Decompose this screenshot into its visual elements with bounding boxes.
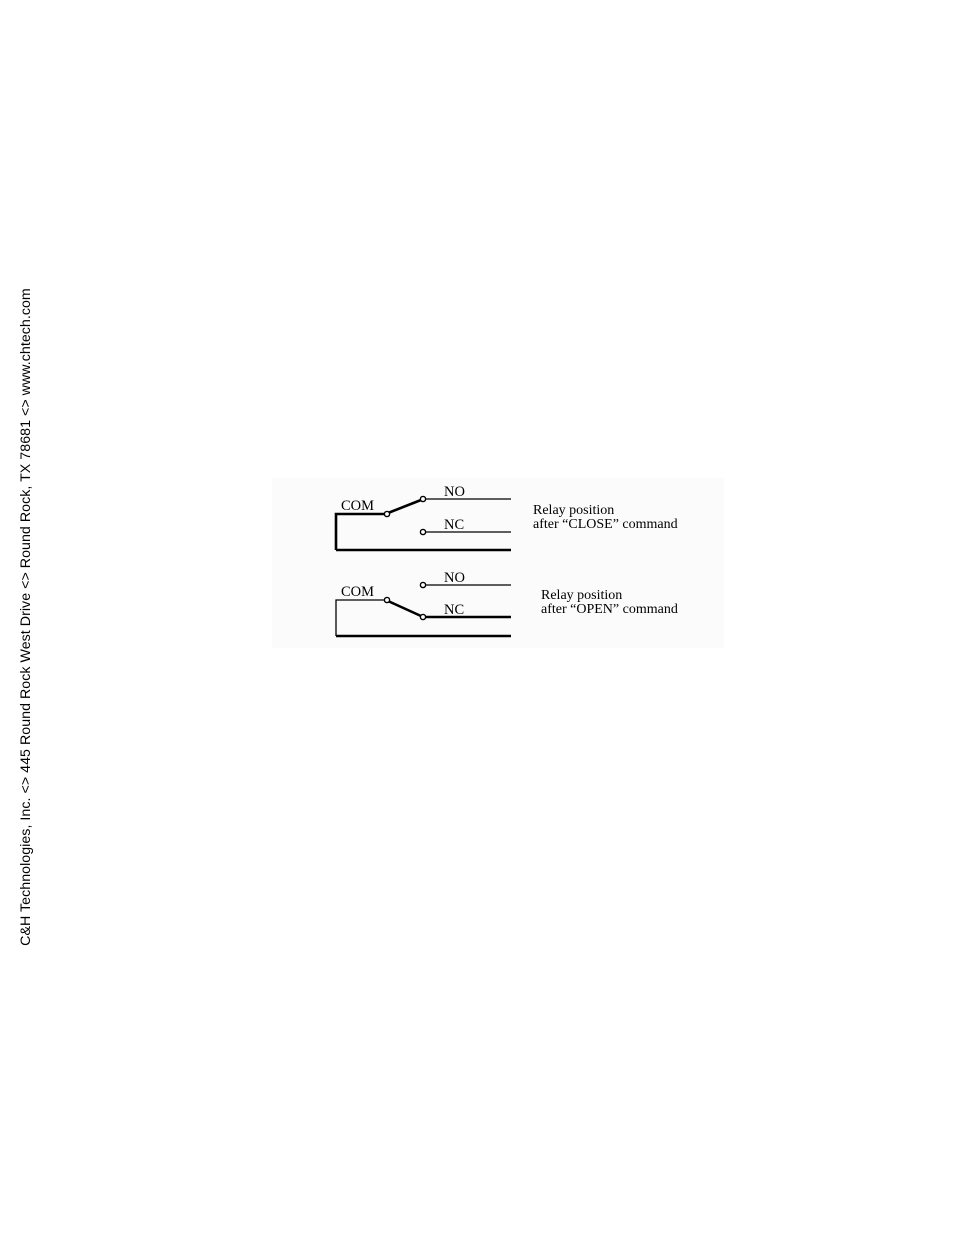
com-label-close: COM bbox=[341, 498, 375, 514]
no-label-open: NO bbox=[444, 570, 465, 586]
nc-terminal-open bbox=[420, 614, 425, 619]
caption-line1-open: Relay position bbox=[541, 588, 623, 603]
nc-label-close: NC bbox=[444, 517, 465, 533]
relay-diagram-svg bbox=[272, 478, 724, 648]
caption-line2-open: after “OPEN” command bbox=[541, 602, 678, 617]
no-label-close: NO bbox=[444, 484, 465, 500]
switch-arm-open bbox=[388, 601, 421, 616]
no-terminal-close bbox=[420, 496, 425, 501]
com-wire-close bbox=[336, 514, 386, 550]
nc-terminal-close bbox=[420, 529, 425, 534]
caption-line1-close: Relay position bbox=[533, 503, 615, 518]
switch-arm-close bbox=[388, 500, 421, 513]
caption-line2-close: after “CLOSE” command bbox=[533, 517, 678, 532]
com-terminal-close bbox=[384, 511, 389, 516]
nc-label-open: NC bbox=[444, 602, 465, 618]
no-terminal-open bbox=[420, 582, 425, 587]
relay-diagram-figure bbox=[272, 478, 724, 648]
com-terminal-open bbox=[384, 597, 389, 602]
com-label-open: COM bbox=[341, 584, 375, 600]
relay-open-state bbox=[336, 570, 678, 636]
com-wire-open bbox=[336, 600, 386, 636]
relay-close-state bbox=[336, 484, 678, 550]
footer-address-text: C&H Technologies, Inc. <> 445 Round Rock West Drive <> Round Rock, TX 78681 <> www.chtech.com bbox=[18, 288, 34, 946]
